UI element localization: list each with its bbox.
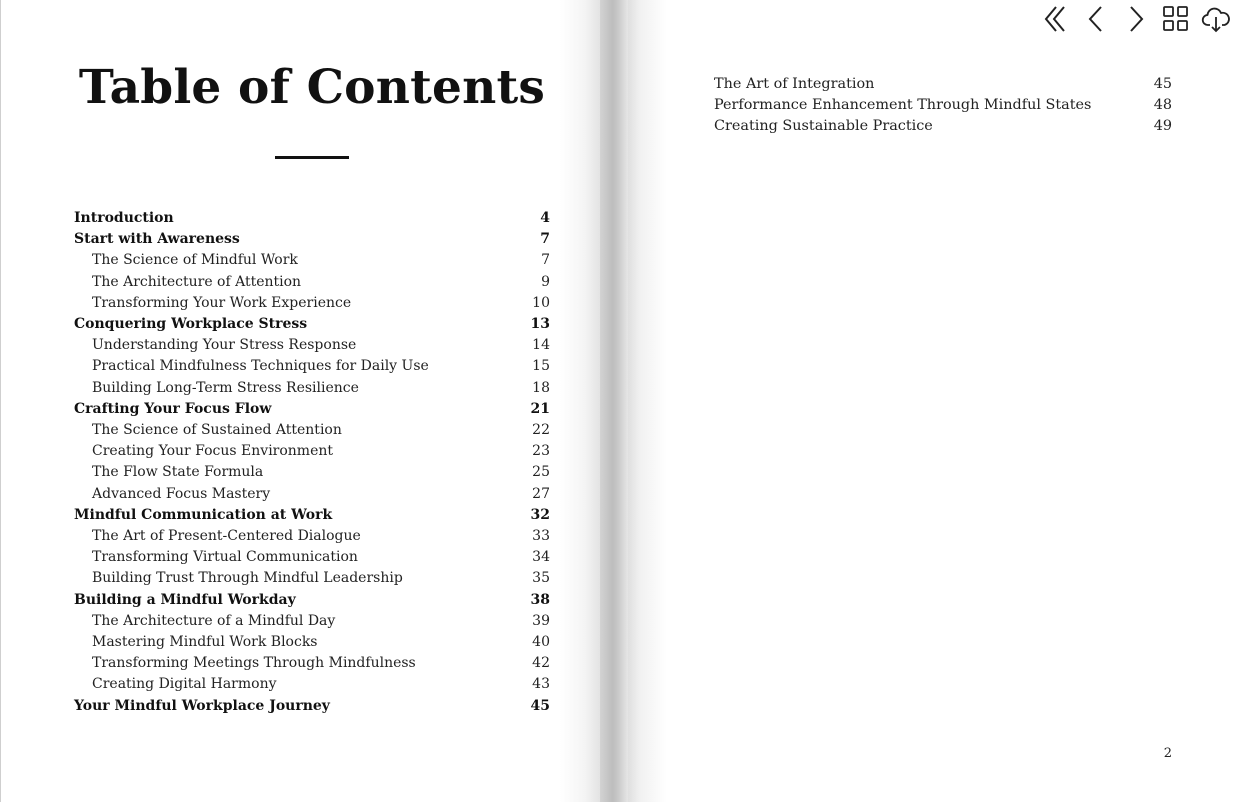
toc-entry-page-number: 32	[530, 506, 550, 523]
next-page-button[interactable]	[1119, 2, 1153, 36]
toc-section-entry[interactable]	[74, 441, 550, 462]
toc-entry-title: Building Long-Term Stress Resilience	[92, 379, 359, 396]
toc-section-entry[interactable]	[74, 653, 550, 674]
toc-entry-title: Conquering Workplace Stress	[74, 316, 308, 333]
toc-entry-page-number: 45	[1153, 76, 1172, 92]
toc-entry-title: Building a Mindful Workday	[74, 591, 296, 608]
toc-entry-title: Crafting Your Focus Flow	[74, 400, 272, 417]
toc-entry-page-number: 18	[532, 379, 550, 396]
toc-section-entry[interactable]	[74, 611, 550, 632]
page-number: 2	[1163, 746, 1172, 761]
toc-chapter-entry[interactable]	[74, 208, 550, 229]
toc-list-left	[74, 208, 550, 717]
toc-section-entry[interactable]	[74, 568, 550, 589]
toc-chapter-entry[interactable]	[74, 229, 550, 250]
toc-entry-title: Introduction	[74, 210, 174, 226]
toc-section-entry[interactable]	[74, 250, 550, 271]
toc-entry-title: The Architecture of a Mindful Day	[92, 612, 336, 629]
toc-section-entry[interactable]	[74, 272, 550, 293]
toc-section-entry[interactable]	[74, 420, 550, 441]
toc-entry-title: The Science of Mindful Work	[92, 252, 298, 269]
toc-entry-title: The Art of Present-Centered Dialogue	[92, 528, 361, 545]
toc-section-entry[interactable]	[74, 462, 550, 483]
toc-section-entry[interactable]	[74, 632, 550, 653]
toc-entry-page-number: 27	[532, 485, 550, 502]
toc-entry-page-number: 43	[532, 676, 550, 693]
toc-chapter-entry[interactable]	[74, 696, 550, 717]
download-button[interactable]	[1199, 2, 1233, 36]
toc-entry-page-number: 33	[532, 528, 550, 545]
toc-entry-page-number: 49	[1153, 118, 1172, 135]
toc-section-entry[interactable]	[714, 74, 1172, 95]
toc-entry-title: Practical Mindfulness Techniques for Daily Use	[92, 358, 429, 375]
grid-icon	[1162, 5, 1190, 33]
toc-entry-page-number: 42	[532, 655, 550, 672]
toc-entry-title: Creating Your Focus Environment	[92, 443, 334, 460]
toc-chapter-entry[interactable]	[74, 505, 550, 526]
toc-section-entry[interactable]	[74, 356, 550, 377]
toc-entry-page-number: 45	[530, 697, 550, 714]
toc-section-entry[interactable]	[74, 378, 550, 399]
toc-entry-title: Advanced Focus Mastery	[92, 485, 271, 502]
toc-chapter-entry[interactable]	[74, 590, 550, 611]
toc-section-entry[interactable]	[74, 526, 550, 547]
page-title: Table of Contents	[78, 60, 546, 115]
toc-entry-page-number: 25	[532, 464, 550, 481]
thumbnails-button[interactable]	[1159, 2, 1193, 36]
toc-entry-title: Creating Sustainable Practice	[714, 118, 933, 135]
toc-entry-page-number: 39	[532, 612, 550, 629]
left-page-edge	[0, 0, 1, 802]
viewer-toolbar	[1039, 2, 1233, 36]
double-chevron-left-icon	[1041, 4, 1071, 34]
toc-entry-page-number: 7	[540, 231, 550, 248]
toc-entry-title: Start with Awareness	[74, 231, 240, 248]
toc-entry-page-number: 34	[532, 549, 550, 566]
toc-entry-page-number: 7	[541, 252, 550, 269]
previous-page-button[interactable]	[1079, 2, 1113, 36]
toc-list-right	[714, 74, 1172, 138]
toc-chapter-entry[interactable]	[74, 399, 550, 420]
toc-entry-title: Understanding Your Stress Response	[92, 337, 357, 354]
toc-entry-title: The Science of Sustained Attention	[92, 422, 342, 439]
toc-entry-page-number: 48	[1153, 97, 1172, 114]
toc-entry-page-number: 35	[532, 570, 550, 587]
toc-entry-page-number: 4	[540, 210, 550, 226]
toc-entry-page-number: 21	[530, 400, 550, 417]
toc-entry-page-number: 15	[532, 358, 550, 375]
toc-entry-page-number: 13	[530, 316, 550, 333]
toc-section-entry[interactable]	[74, 293, 550, 314]
toc-entry-title: Performance Enhancement Through Mindful States	[714, 97, 1092, 114]
toc-entry-title: The Flow State Formula	[92, 464, 264, 481]
toc-entry-page-number: 22	[532, 422, 550, 439]
toc-entry-title: Building Trust Through Mindful Leadership	[92, 570, 403, 587]
toc-entry-title: Creating Digital Harmony	[92, 676, 277, 693]
chevron-left-icon	[1081, 4, 1111, 34]
chevron-right-icon	[1121, 4, 1151, 34]
toc-chapter-entry[interactable]	[74, 314, 550, 335]
toc-entry-title: Transforming Your Work Experience	[92, 294, 352, 311]
toc-section-entry[interactable]	[74, 547, 550, 568]
toc-entry-title: Mindful Communication at Work	[74, 506, 333, 523]
toc-entry-title: The Architecture of Attention	[92, 273, 302, 290]
toc-entry-page-number: 40	[532, 634, 550, 651]
toc-entry-title: Transforming Virtual Communication	[92, 549, 358, 566]
toc-entry-title: The Art of Integration	[714, 76, 875, 92]
toc-entry-title: Your Mindful Workplace Journey	[74, 697, 330, 714]
toc-section-entry[interactable]	[74, 674, 550, 695]
toc-entry-page-number: 14	[532, 337, 550, 354]
toc-entry-page-number: 23	[532, 443, 550, 460]
toc-section-entry[interactable]	[714, 116, 1172, 137]
toc-entry-title: Transforming Meetings Through Mindfulness	[92, 655, 416, 672]
toc-section-entry[interactable]	[714, 95, 1172, 116]
toc-entry-page-number: 9	[541, 273, 550, 290]
title-divider	[275, 156, 349, 159]
first-page-button[interactable]	[1039, 2, 1073, 36]
cloud-download-icon	[1201, 4, 1231, 34]
toc-entry-title: Mastering Mindful Work Blocks	[92, 634, 318, 651]
toc-entry-page-number: 38	[530, 591, 550, 608]
book-gutter-shadow	[600, 0, 628, 802]
toc-section-entry[interactable]	[74, 335, 550, 356]
toc-entry-page-number: 10	[532, 294, 550, 311]
toc-section-entry[interactable]	[74, 484, 550, 505]
